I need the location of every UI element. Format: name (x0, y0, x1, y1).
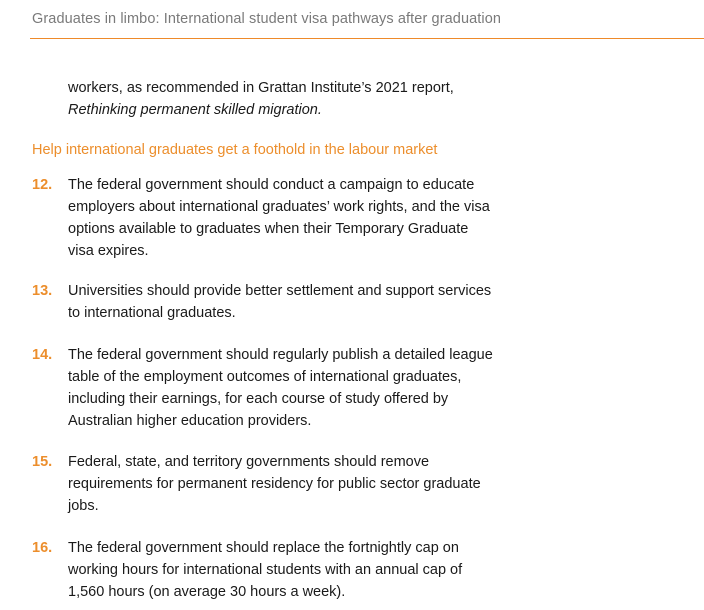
recommendation-text (68, 451, 481, 517)
recommendation-line: Australian higher education providers. (68, 413, 312, 429)
recommendation-text (68, 280, 491, 324)
recommendation-text (68, 537, 462, 603)
report-title: Rethinking permanent skilled migration. (68, 102, 322, 118)
recommendation-number: 15. (32, 454, 53, 470)
recommendation-line: visa expires. (68, 243, 149, 259)
recommendation-line: requirements for permanent residency for public sector graduate (68, 476, 481, 492)
recommendation-line: The federal government should regularly publish a detailed league (68, 347, 493, 363)
recommendation-line: The federal government should replace the fortnightly cap on (68, 540, 459, 556)
recommendation-number: 13. (32, 283, 53, 299)
recommendation-text (68, 174, 490, 262)
running-header: Graduates in limbo: International student visa pathways after graduation (32, 11, 502, 27)
recommendation-line: table of the employment outcomes of international graduates, (68, 369, 462, 385)
recommendation-line: 1,560 hours (on average 30 hours a week). (68, 584, 346, 600)
recommendation-number: 16. (32, 540, 53, 556)
recommendation-line: jobs. (68, 498, 99, 514)
recommendation-number: 12. (32, 177, 53, 193)
recommendation-text (68, 344, 493, 432)
recommendation-line: The federal government should conduct a campaign to educate (68, 177, 475, 193)
recommendation-line: employers about international graduates’ work rights, and the visa (68, 199, 490, 215)
recommendation-line: to international graduates. (68, 305, 236, 321)
recommendation-number: 14. (32, 347, 53, 363)
recommendation-line: Federal, state, and territory governments should remove (68, 454, 430, 470)
recommendation-line: working hours for international students with an annual cap of (68, 562, 463, 578)
recommendation-line: Universities should provide better settlement and support services (68, 283, 492, 299)
header-rule (30, 38, 704, 39)
section-heading: Help international graduates get a foothold in the labour market (32, 142, 438, 158)
intro-line: workers, as recommended in Grattan Institute’s 2021 report, (68, 80, 454, 96)
intro-paragraph (68, 77, 454, 121)
recommendation-line: options available to graduates when their Temporary Graduate (68, 221, 469, 237)
recommendation-line: including their earnings, for each course of study offered by (68, 391, 449, 407)
